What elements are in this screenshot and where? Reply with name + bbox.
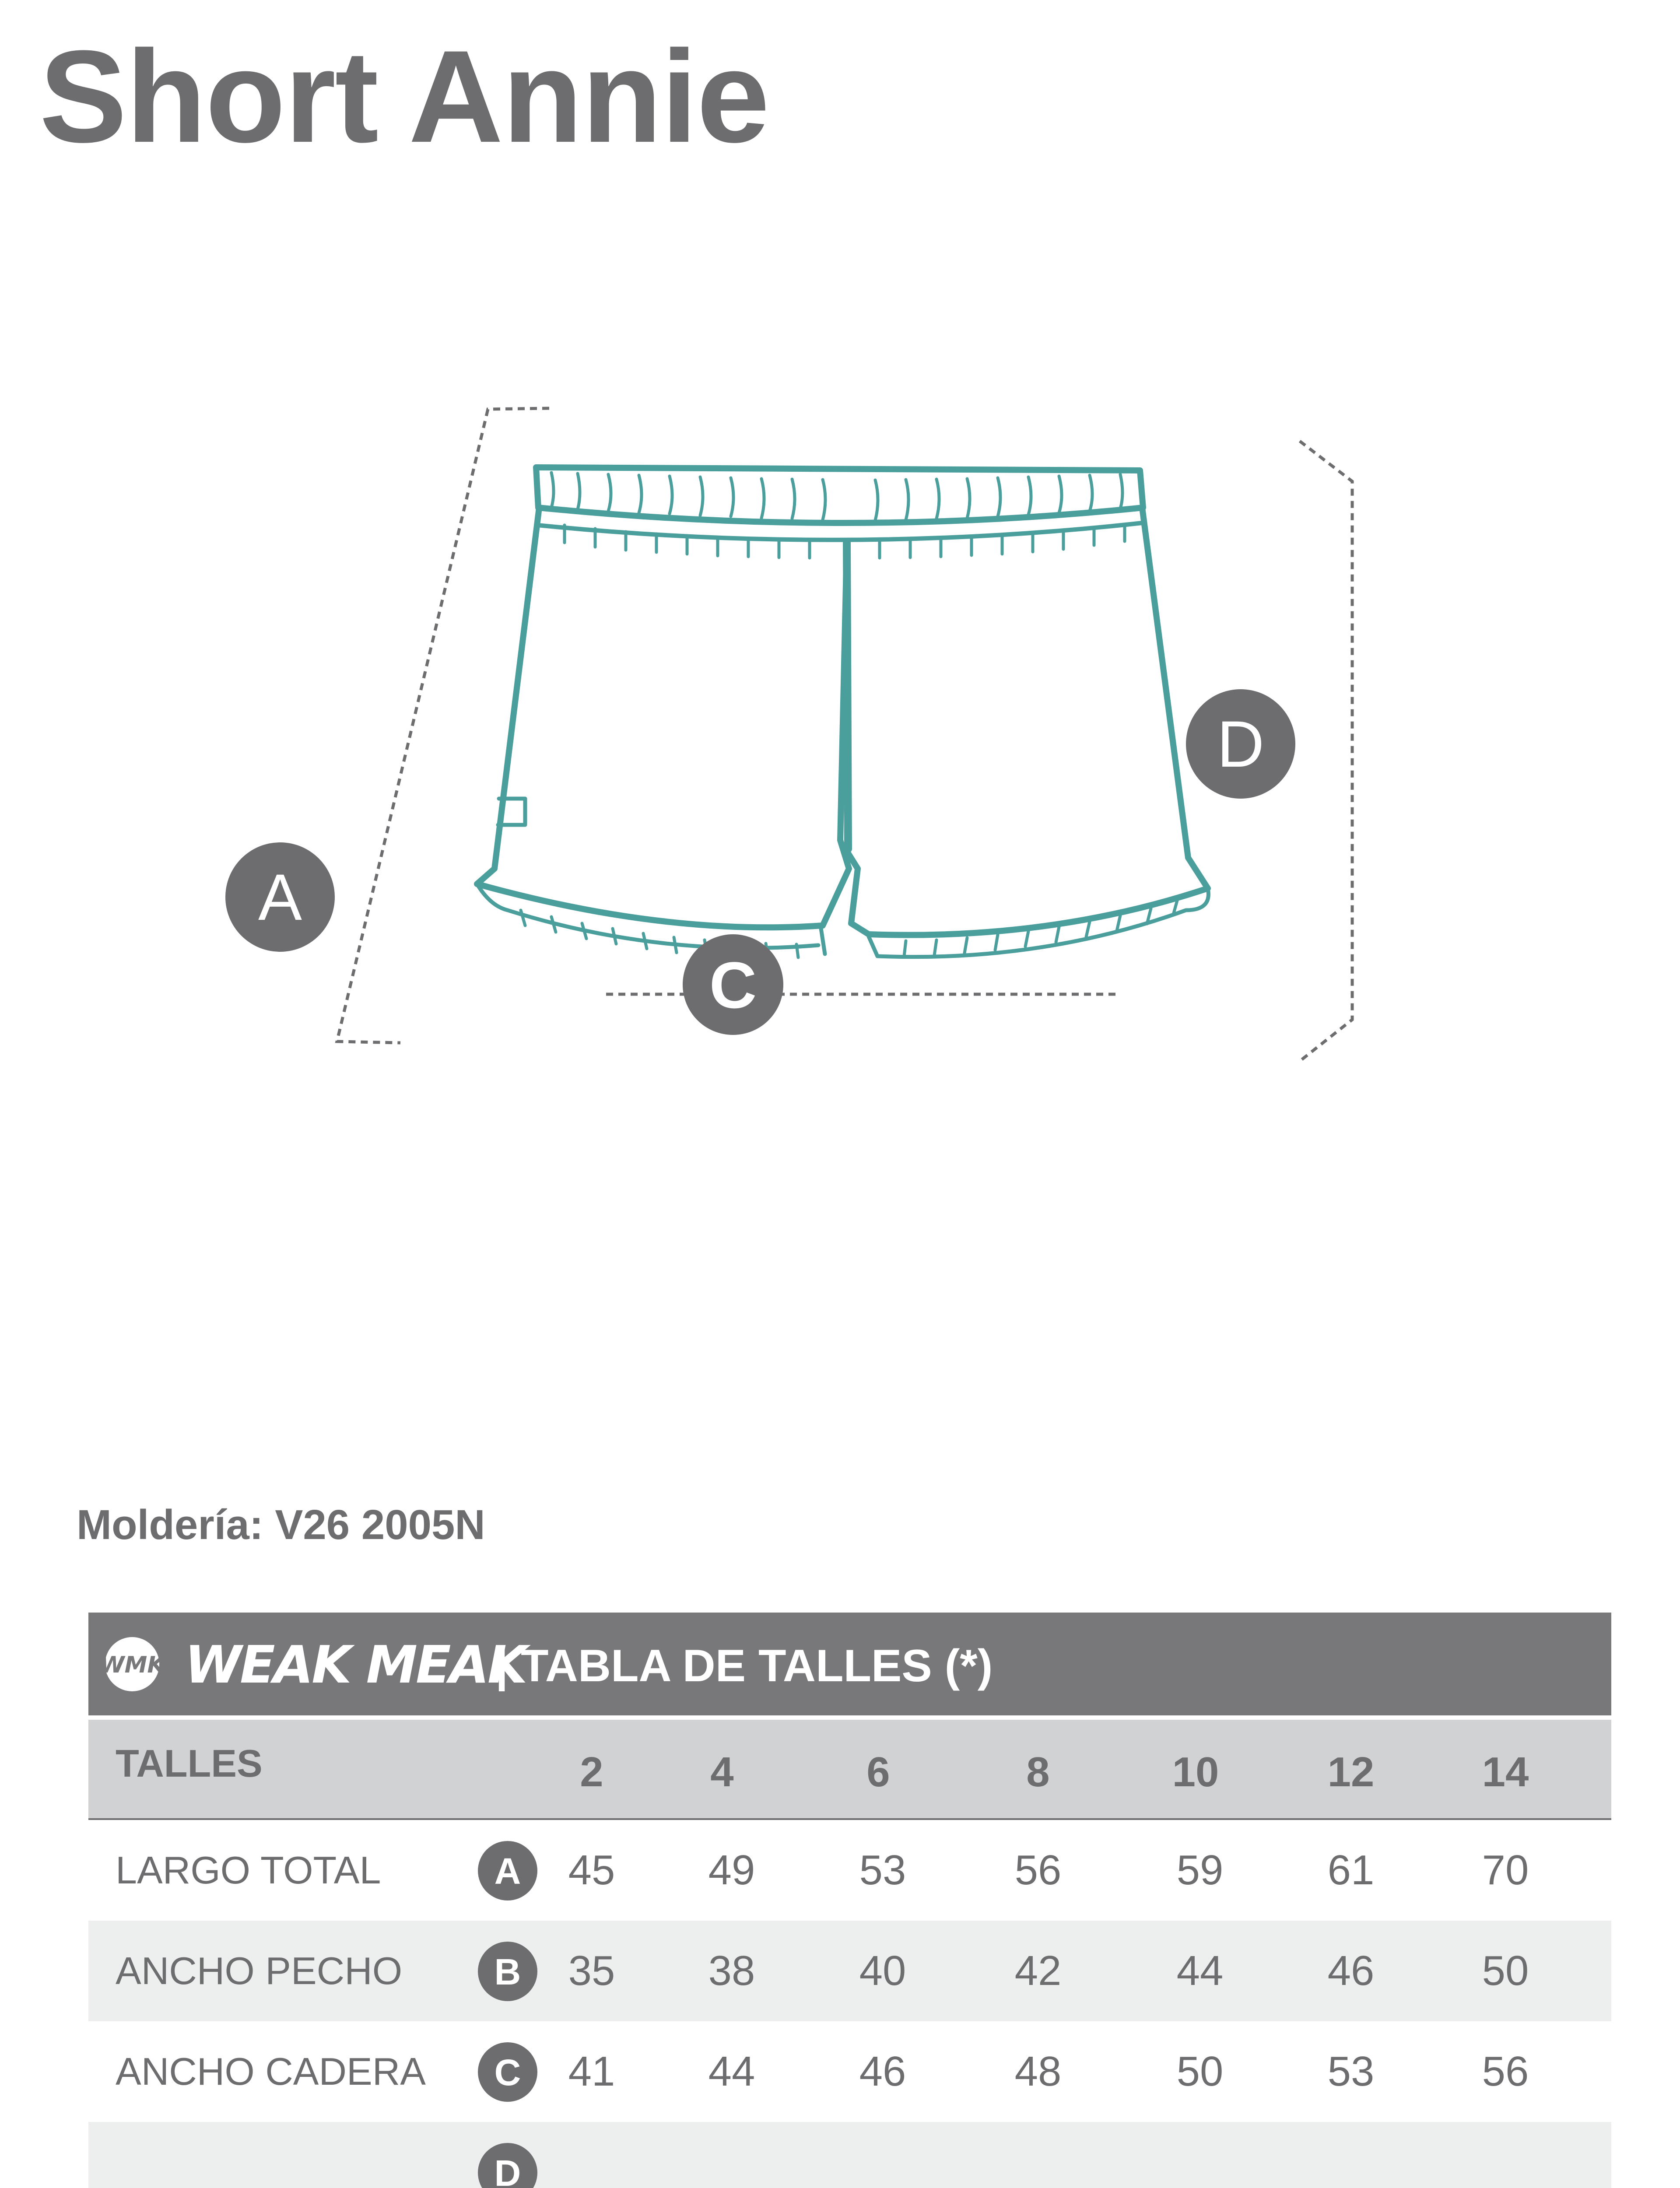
table-row	[88, 1921, 1611, 2021]
shorts-outline	[477, 467, 1208, 959]
table-cell: 40	[859, 1947, 906, 1994]
table-cell: 56	[1014, 1847, 1062, 1893]
table-row	[88, 1820, 1611, 1921]
table-cell: 42	[1014, 1947, 1062, 1994]
size-table	[88, 1613, 1611, 2188]
size-header: 12	[1327, 1749, 1375, 1795]
table-cell: 49	[708, 1847, 755, 1893]
table-row	[88, 2122, 1611, 2188]
page-title: Short Annie	[39, 23, 769, 170]
measure-line-d	[1300, 441, 1352, 1061]
table-title: | TABLA DE TALLES (*)	[495, 1641, 993, 1691]
table-cell: 44	[708, 2048, 755, 2095]
table-cell: 56	[1482, 2048, 1529, 2095]
row-badge: A	[478, 1841, 537, 1900]
row-label: ANCHO PECHO	[116, 1949, 403, 1992]
measure-badge-c: C	[683, 934, 783, 1035]
brand-monogram: WMK	[99, 1652, 165, 1678]
table-cell: 35	[568, 1947, 615, 1994]
brand-logo	[99, 1631, 526, 1701]
brand-name: WEAK MEAK	[185, 1634, 526, 1695]
table-cell: 53	[859, 1847, 906, 1893]
table-cell: 41	[568, 2048, 615, 2095]
table-cell: 44	[1176, 1947, 1224, 1994]
table-header	[88, 1613, 1611, 1715]
table-cell: 38	[708, 1947, 755, 1994]
table-cell: 70	[1482, 1847, 1529, 1893]
row-badge: D	[478, 2143, 537, 2188]
table-cell: 48	[1014, 2048, 1062, 2095]
table-cell: 46	[859, 2048, 906, 2095]
pattern-code: Moldería: V26 2005N	[77, 1501, 485, 1548]
size-header: 2	[580, 1749, 603, 1795]
talles-label: TALLES	[116, 1742, 263, 1785]
row-label: LARGO TOTAL	[116, 1848, 381, 1892]
table-cell: 45	[568, 1847, 615, 1893]
measure-line-a	[337, 408, 549, 1043]
measure-badge-d: D	[1186, 689, 1295, 799]
row-badge: B	[478, 1942, 537, 2001]
table-cell: 46	[1327, 1947, 1375, 1994]
row-label: ANCHO CADERA	[116, 2050, 426, 2093]
sizes-row	[88, 1715, 1611, 1820]
row-badge: C	[478, 2042, 537, 2102]
size-header: 8	[1026, 1749, 1050, 1795]
table-cell: 50	[1482, 1947, 1529, 1994]
size-header: 4	[710, 1749, 734, 1795]
measure-badge-a: A	[225, 842, 335, 952]
size-header: 6	[866, 1749, 890, 1795]
table-cell: 53	[1327, 2048, 1375, 2095]
table-cell: 61	[1327, 1847, 1375, 1893]
table-cell: 59	[1176, 1847, 1224, 1893]
table-cell: 50	[1176, 2048, 1224, 2095]
size-header: 14	[1482, 1749, 1529, 1795]
size-header: 10	[1172, 1749, 1219, 1795]
table-row	[88, 2021, 1611, 2122]
